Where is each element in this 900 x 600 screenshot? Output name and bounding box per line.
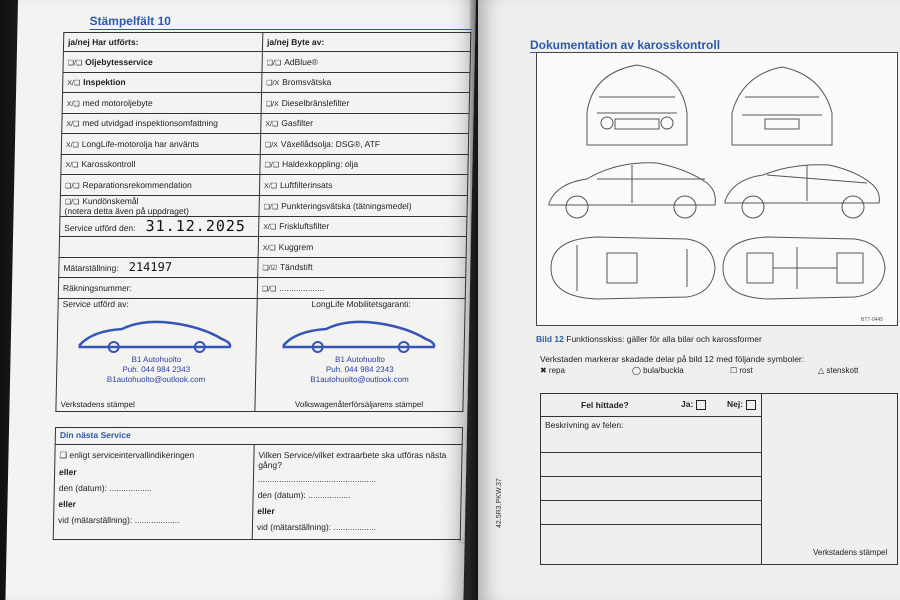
- left-page: [5, 0, 476, 600]
- service-by-label: Service utförd av:: [62, 298, 129, 309]
- checkbox-icon: [696, 400, 706, 410]
- figure-caption: [536, 334, 762, 344]
- next-right-line: vid (mätarställning): ..................: [256, 522, 377, 532]
- right-form-cell: [258, 257, 466, 278]
- left-form-cell: [63, 72, 262, 93]
- form-label: Friskluftsfilter: [279, 221, 330, 232]
- vw-stamp: [260, 315, 460, 383]
- next-right-line: Vilken Service/vilket extraarbete ska utföras nästa gång?: [258, 450, 447, 470]
- left-form-cell: [63, 52, 262, 73]
- checkbox-pair-icon[interactable]: ❑/X: [266, 80, 280, 88]
- left-page-title: Stämpelfält 10: [89, 14, 172, 28]
- defects-box: [540, 393, 898, 565]
- checkbox-pair-icon[interactable]: ❑/☑: [262, 265, 277, 273]
- symbol-rust: ☐ rost: [730, 366, 753, 375]
- handwritten-value: 31.12.2025: [145, 217, 247, 236]
- left-form-cell: [59, 237, 258, 258]
- form-label: Haldexkoppling: olja: [281, 159, 359, 170]
- next-service-table: [53, 427, 463, 540]
- col1-header: ja/nej Har utförts:: [63, 33, 262, 52]
- form-row: [60, 175, 467, 196]
- defects-header: [541, 394, 761, 417]
- checkbox-pair-icon[interactable]: ❑/❑: [263, 203, 279, 211]
- side-code: 42.5R3.PKW.37: [496, 478, 503, 528]
- stamp-phone: Puh. 044 984 2343: [325, 364, 394, 374]
- longlife-label: LongLife Mobilitetsgaranti:: [311, 298, 411, 309]
- checkbox-pair-icon[interactable]: X/❑: [264, 182, 278, 190]
- form-label: Räkningsnummer:: [62, 282, 133, 293]
- car-outline-icon: [537, 53, 897, 325]
- form-row: [58, 278, 465, 299]
- form-label: Service utförd den:: [64, 223, 136, 234]
- checkbox-pair-icon[interactable]: X/❑: [66, 100, 80, 108]
- yes-checkbox[interactable]: [681, 399, 706, 410]
- form-label: Bromsvätska: [282, 77, 332, 88]
- symbol-dent: ◯ bula/buckla: [632, 366, 684, 375]
- page-mark-icon: ◁: [458, 536, 465, 545]
- form-label: Kundönskemål (notera detta även på uppdraget): [64, 195, 189, 216]
- symbol-instruction: Verkstaden markerar skadade delar på bild 12 med följande symboler:: [540, 354, 805, 364]
- defects-label: Fel hittade?: [581, 400, 629, 410]
- no-checkbox[interactable]: [727, 399, 756, 410]
- vw-stamp-cell: [255, 298, 465, 411]
- caption-label: Bild 12: [536, 334, 564, 344]
- form-row: [62, 113, 469, 134]
- form-label: med utvidgad inspektionsomfattning: [82, 118, 219, 129]
- checkbox-pair-icon[interactable]: X/❑: [65, 162, 79, 170]
- description-label: Beskrivning av felen:: [545, 420, 624, 430]
- form-row: [60, 195, 467, 216]
- checkbox-pair-icon[interactable]: X/❑: [265, 121, 279, 129]
- checkbox-pair-icon[interactable]: ❑/❑: [261, 285, 277, 293]
- right-form-cell: [261, 93, 469, 114]
- form-row: [63, 52, 470, 73]
- next-right-line: eller: [257, 506, 275, 516]
- form-label: Kuggrem: [278, 241, 314, 252]
- right-form-cell: [259, 195, 467, 216]
- next-left-line: eller: [58, 499, 77, 509]
- checkbox-pair-icon[interactable]: ❑/❑: [65, 182, 80, 190]
- stamp-name: B1 Autohuolto: [334, 354, 385, 364]
- form-label: Oljebytesservice: [85, 56, 153, 67]
- next-service-left: [53, 445, 254, 540]
- checkbox-pair-icon[interactable]: ❑/❑: [266, 59, 282, 67]
- car-logo-icon: [72, 315, 243, 355]
- form-label: Mätarställning:: [63, 263, 119, 274]
- left-form-cell: [62, 113, 261, 134]
- next-left-line: ❑ enligt serviceintervallindikeringen: [59, 450, 195, 460]
- next-left-line: den (datum): ..................: [58, 483, 152, 493]
- next-left-line: eller: [59, 467, 77, 477]
- left-form-cell: [61, 134, 260, 155]
- stamp-name: B1 Autohuolto: [131, 354, 182, 364]
- right-form-cell: [258, 237, 466, 258]
- form-row: [59, 237, 466, 258]
- left-form-cell: [60, 195, 259, 216]
- left-form-cell: [61, 154, 260, 175]
- form-row: [63, 72, 470, 93]
- form-label: med motorolјebyte: [82, 97, 153, 108]
- checkbox-pair-icon[interactable]: ❑/X: [264, 141, 278, 149]
- workshop-stamp: [61, 315, 252, 383]
- checkbox-pair-icon[interactable]: X/❑: [67, 80, 81, 88]
- defects-divider: [761, 394, 762, 564]
- right-form-cell: [260, 134, 468, 155]
- right-form-cell: [260, 154, 468, 175]
- yes-label: Ja:: [681, 399, 694, 409]
- description-line: [541, 524, 761, 525]
- col2-header: ja/nej Byte av:: [262, 33, 470, 52]
- checkbox-pair-icon[interactable]: X/❑: [263, 224, 277, 232]
- no-label: Nej:: [727, 399, 744, 409]
- handwritten-value: 214197: [128, 260, 173, 275]
- next-right-line: den (datum): ..................: [257, 490, 351, 500]
- form-label: Dieselbränslefilter: [281, 97, 350, 108]
- car-sketch-diagram: [536, 52, 898, 326]
- checkbox-pair-icon[interactable]: ❑/❑: [64, 198, 80, 206]
- form-label: Inspektion: [83, 77, 126, 88]
- left-form-cell: [60, 175, 259, 196]
- description-line: [541, 452, 761, 453]
- caption-text: Funktionsskiss: gäller för alla bilar och karossformer: [566, 334, 762, 344]
- symbol-scratch: ✖ repa: [540, 366, 565, 375]
- form-row: [61, 134, 468, 155]
- form-row: [59, 257, 466, 278]
- form-label: Växellådsolja: DSG®, ATF: [280, 138, 381, 149]
- stamp-phone: Puh. 044 984 2343: [122, 364, 191, 374]
- symbol-stonechip: △ stenskott: [818, 366, 859, 375]
- title-rule: [89, 29, 471, 30]
- right-form-cell: [257, 278, 465, 299]
- checkbox-icon: [746, 400, 756, 410]
- workshop-stamp-label-right: Verkstadens stämpel: [813, 548, 888, 557]
- form-label: Tändstift: [279, 262, 313, 273]
- left-form-cell: [59, 257, 258, 278]
- description-line: [541, 500, 761, 501]
- right-form-cell: [262, 72, 470, 93]
- right-form-cell: [261, 113, 469, 134]
- right-form-cell: [262, 52, 470, 73]
- stamp-email: B1autohuolto@outlook.com: [310, 374, 409, 384]
- form-label: Luftfiltеrinsats: [279, 179, 333, 190]
- left-form-cell: [60, 216, 259, 237]
- car-logo-icon: [275, 315, 446, 355]
- form-label: LongLife-motorolja har använts: [81, 138, 200, 149]
- workshop-stamp-label: Verkstadens stämpel: [60, 399, 135, 409]
- form-label: AdBlue®: [284, 56, 318, 67]
- form-row: [60, 216, 467, 237]
- form-label: ...................: [279, 282, 325, 293]
- checkbox-pair-icon[interactable]: X/❑: [66, 121, 80, 129]
- checkbox-pair-icon[interactable]: X/❑: [65, 141, 79, 149]
- stamp-email: B1autohuolto@outlook.com: [106, 374, 206, 384]
- form-row: [61, 154, 468, 175]
- checkbox-pair-icon[interactable]: X/❑: [262, 244, 276, 252]
- next-service-header: Din nästa Service: [55, 428, 462, 445]
- description-line: [541, 476, 761, 477]
- form-label: Punkteringsvätska (tätningsmedel): [281, 200, 412, 211]
- left-form-cell: [62, 93, 261, 114]
- sketch-code: BT7-0445: [861, 317, 883, 323]
- service-stamp-table: [55, 32, 471, 412]
- left-form-cell: [58, 278, 257, 299]
- right-page-title: Dokumentation av karosskontroll: [530, 38, 721, 52]
- checkbox-pair-icon[interactable]: ❑/X: [265, 100, 279, 108]
- next-left-line: vid (mätarställning): ...................: [58, 515, 180, 525]
- workshop-stamp-cell: [56, 298, 257, 411]
- right-form-cell: [259, 175, 467, 196]
- next-right-line: ..................................................: [257, 474, 377, 484]
- checkbox-pair-icon[interactable]: ❑/❑: [67, 59, 83, 67]
- form-label: Gasfilter: [281, 118, 314, 129]
- vw-stamp-label: Volkswagenåterförsäljarens stämpel: [294, 399, 424, 409]
- right-form-cell: [259, 216, 467, 237]
- next-service-right: [252, 445, 462, 540]
- form-label: Reparationsrekommendation: [82, 179, 192, 190]
- form-label: Karosskontroll: [81, 159, 136, 170]
- checkbox-pair-icon[interactable]: ❑/❑: [264, 162, 280, 170]
- form-row: [62, 93, 469, 114]
